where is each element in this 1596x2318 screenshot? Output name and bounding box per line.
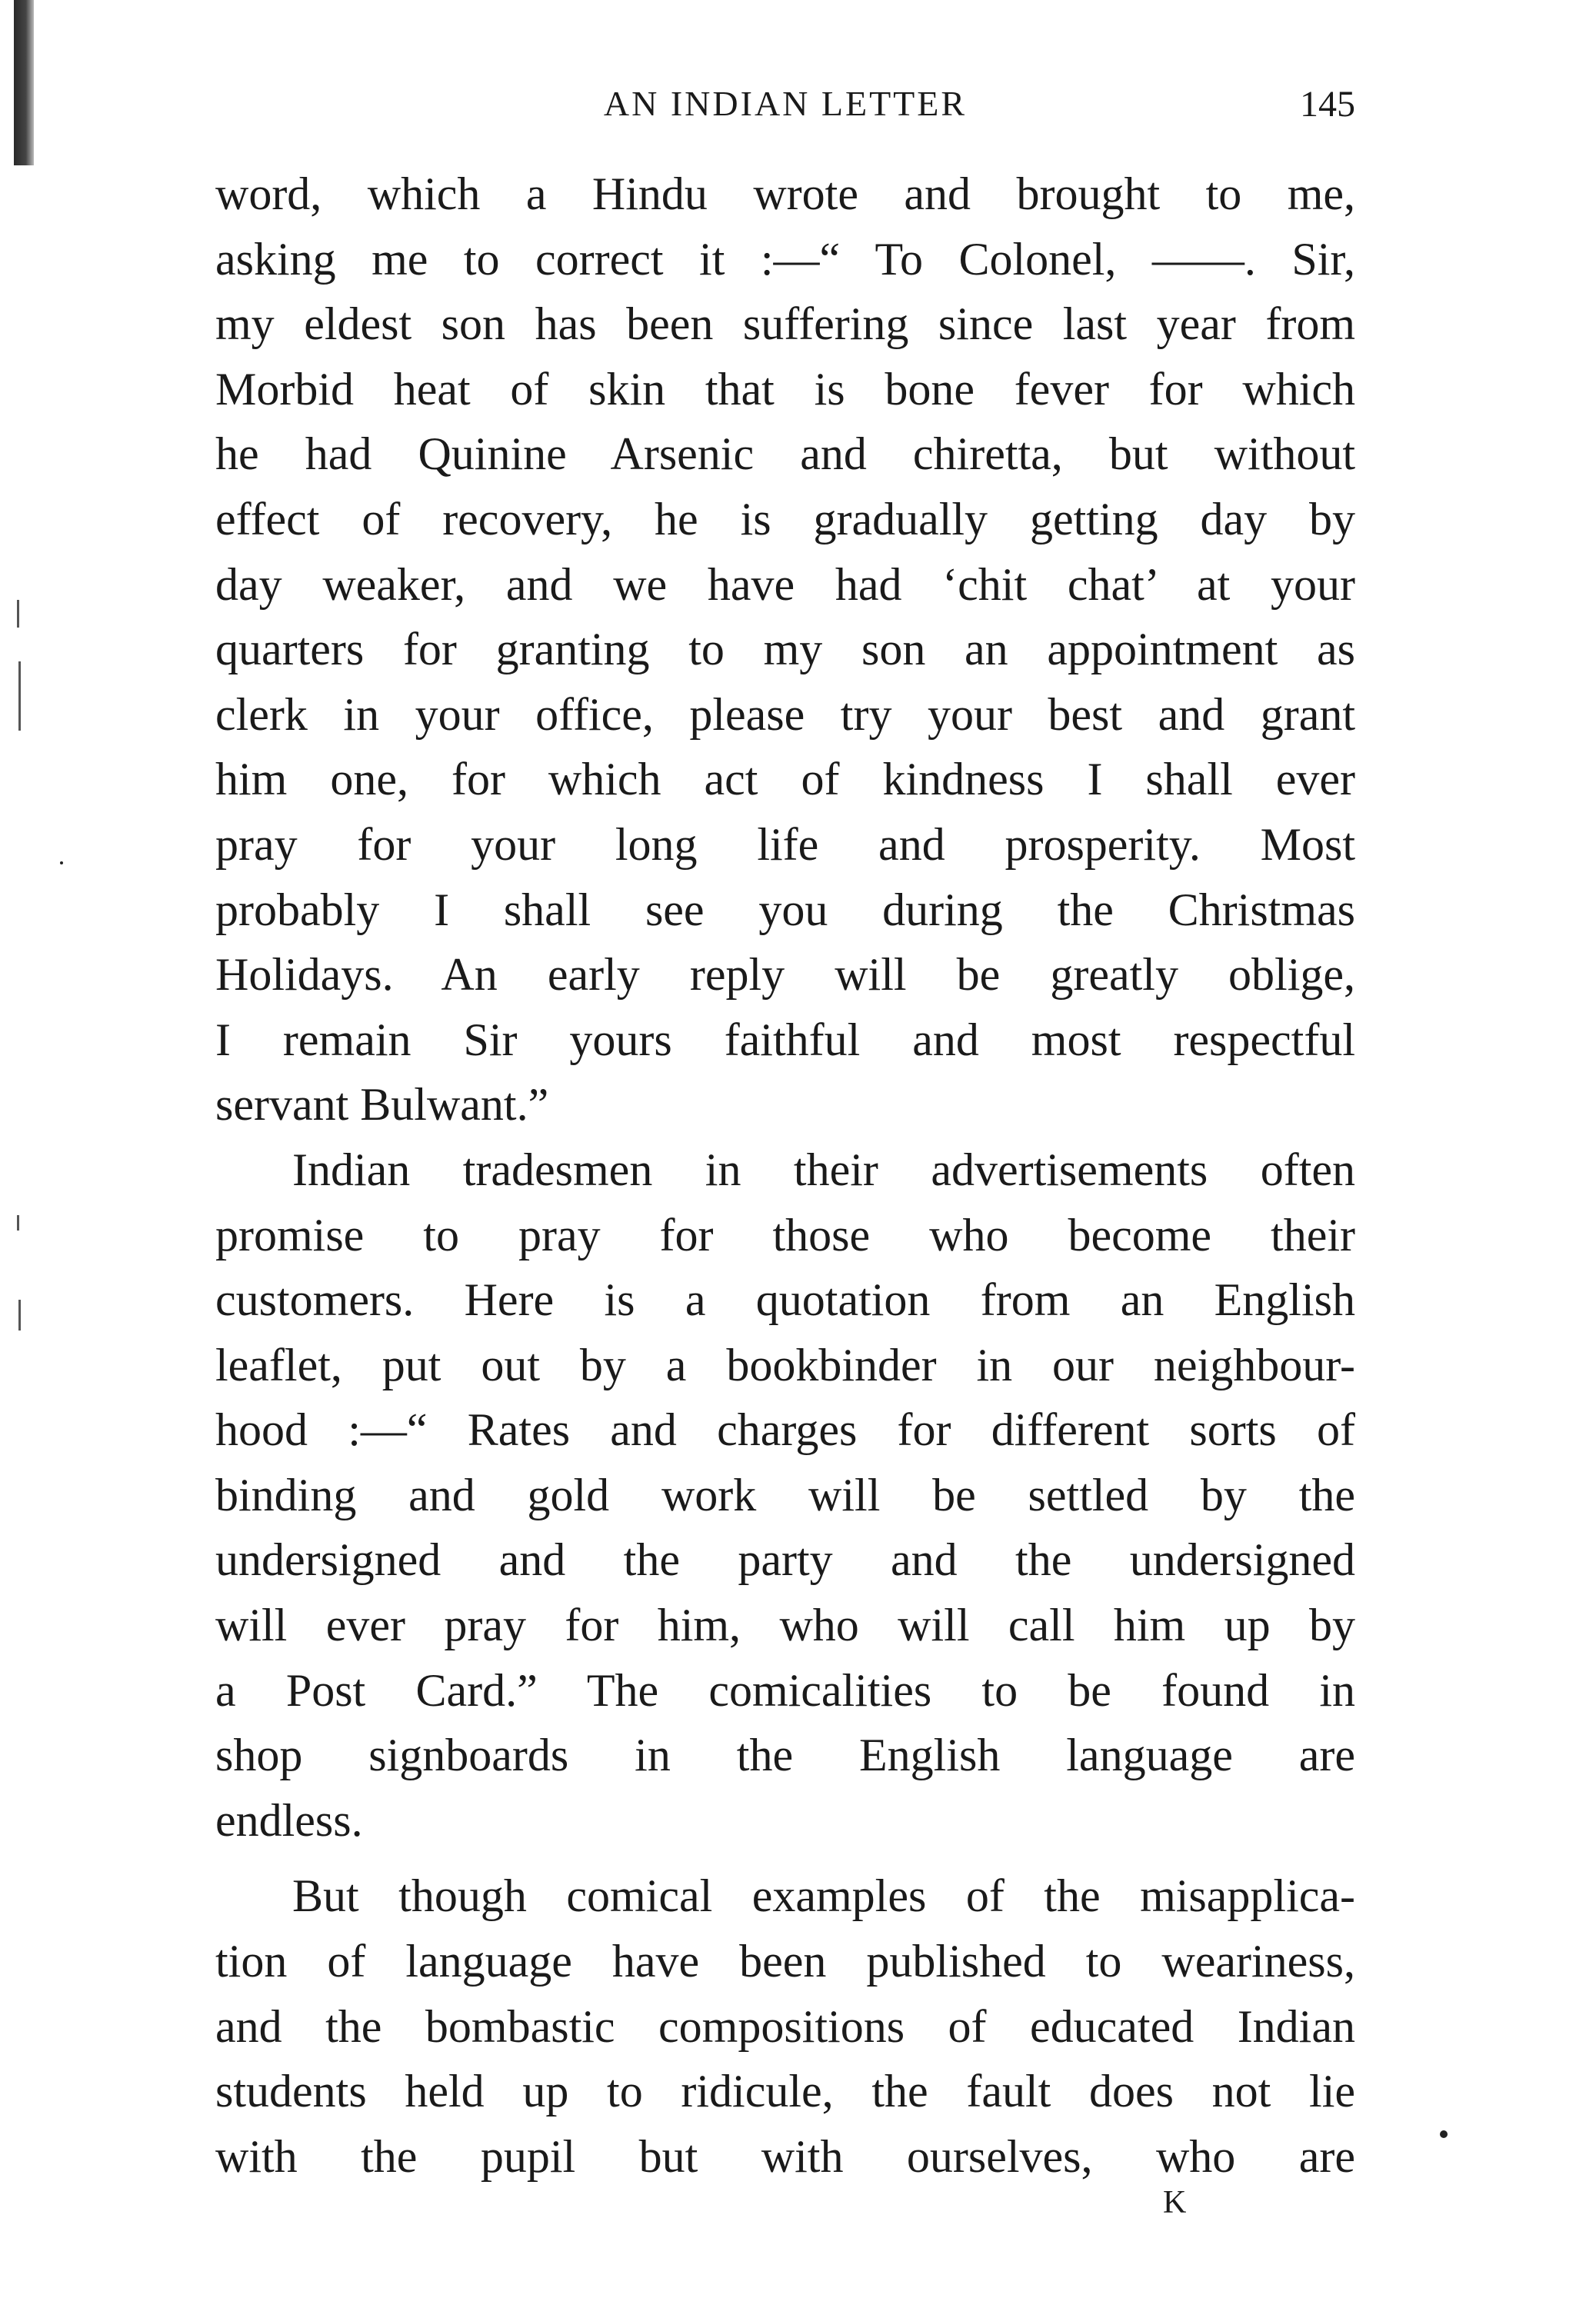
page-number: 145 bbox=[1300, 84, 1355, 125]
text-line: clerk in your office, please try your best and grant bbox=[215, 688, 1355, 740]
signature-mark: K bbox=[1163, 2185, 1188, 2220]
text-line: tion of language have been published to weariness, bbox=[215, 1936, 1355, 1987]
text-line: he had Quinine Arsenic and chiretta, but without bbox=[215, 428, 1355, 480]
text-line: probably I shall see you during the Christmas bbox=[215, 884, 1355, 935]
text-line: promise to pray for those who become their bbox=[215, 1209, 1355, 1261]
text-line: Morbid heat of skin that is bone fever for which bbox=[215, 363, 1355, 415]
text-line: endless. bbox=[215, 1794, 363, 1846]
running-head: AN INDIAN LETTER bbox=[603, 84, 968, 123]
text-line: him one, for which act of kindness I shall ever bbox=[215, 754, 1355, 805]
text-line: word, which a Hindu wrote and brought to me, bbox=[215, 168, 1355, 219]
text-line: Indian tradesmen in their advertisements often bbox=[292, 1144, 1355, 1195]
paragraph bbox=[215, 1863, 1355, 2189]
text-line: students held up to ridicule, the fault does not lie bbox=[215, 2066, 1355, 2117]
binding-speck bbox=[18, 661, 21, 731]
text-line: leaflet, put out by a bookbinder in our neighbour- bbox=[215, 1339, 1355, 1390]
text-line: will ever pray for him, who will call him up by bbox=[215, 1600, 1355, 1651]
text-line: quarters for granting to my son an appointment as bbox=[215, 624, 1355, 675]
text-line: my eldest son has been suffering since last year from bbox=[215, 298, 1355, 350]
ink-speck bbox=[1440, 2130, 1448, 2138]
text-line: asking me to correct it :—“ To Colonel, ——. Sir, bbox=[215, 233, 1355, 285]
body-text bbox=[215, 162, 1355, 2189]
binding-speck bbox=[17, 1215, 19, 1231]
text-line: Holidays. An early reply will be greatly oblige, bbox=[215, 949, 1355, 1001]
text-line: pray for your long life and prosperity. Most bbox=[215, 818, 1355, 870]
paragraph bbox=[215, 1137, 1355, 1853]
text-line: with the pupil but with ourselves, who are bbox=[215, 2130, 1355, 2182]
paragraph-gap bbox=[215, 1853, 1355, 1863]
text-line: a Post Card.” The comicalities to be found in bbox=[215, 1664, 1355, 1716]
text-line: I remain Sir yours faithful and most respectful bbox=[215, 1014, 1355, 1065]
text-line: customers. Here is a quotation from an English bbox=[215, 1274, 1355, 1326]
paragraph bbox=[215, 162, 1355, 1137]
page-header bbox=[215, 83, 1355, 137]
binding-speck bbox=[17, 600, 19, 628]
ink-speck bbox=[60, 861, 63, 864]
text-line: shop signboards in the English language are bbox=[215, 1730, 1355, 1781]
binding-speck bbox=[18, 1300, 21, 1331]
text-line: But though comical examples of the misapplica- bbox=[292, 1870, 1355, 1922]
text-line: and the bombastic compositions of educated Indian bbox=[215, 2000, 1355, 2052]
text-line: day weaker, and we have had ‘chit chat’ at your bbox=[215, 558, 1355, 610]
text-line: undersigned and the party and the undersigned bbox=[215, 1534, 1355, 1586]
text-line: effect of recovery, he is gradually getting day by bbox=[215, 493, 1355, 545]
text-line: servant Bulwant.” bbox=[215, 1079, 549, 1131]
binding-edge bbox=[14, 0, 34, 165]
text-line: hood :—“ Rates and charges for different sorts of bbox=[215, 1404, 1355, 1456]
text-line: binding and gold work will be settled by the bbox=[215, 1469, 1355, 1520]
